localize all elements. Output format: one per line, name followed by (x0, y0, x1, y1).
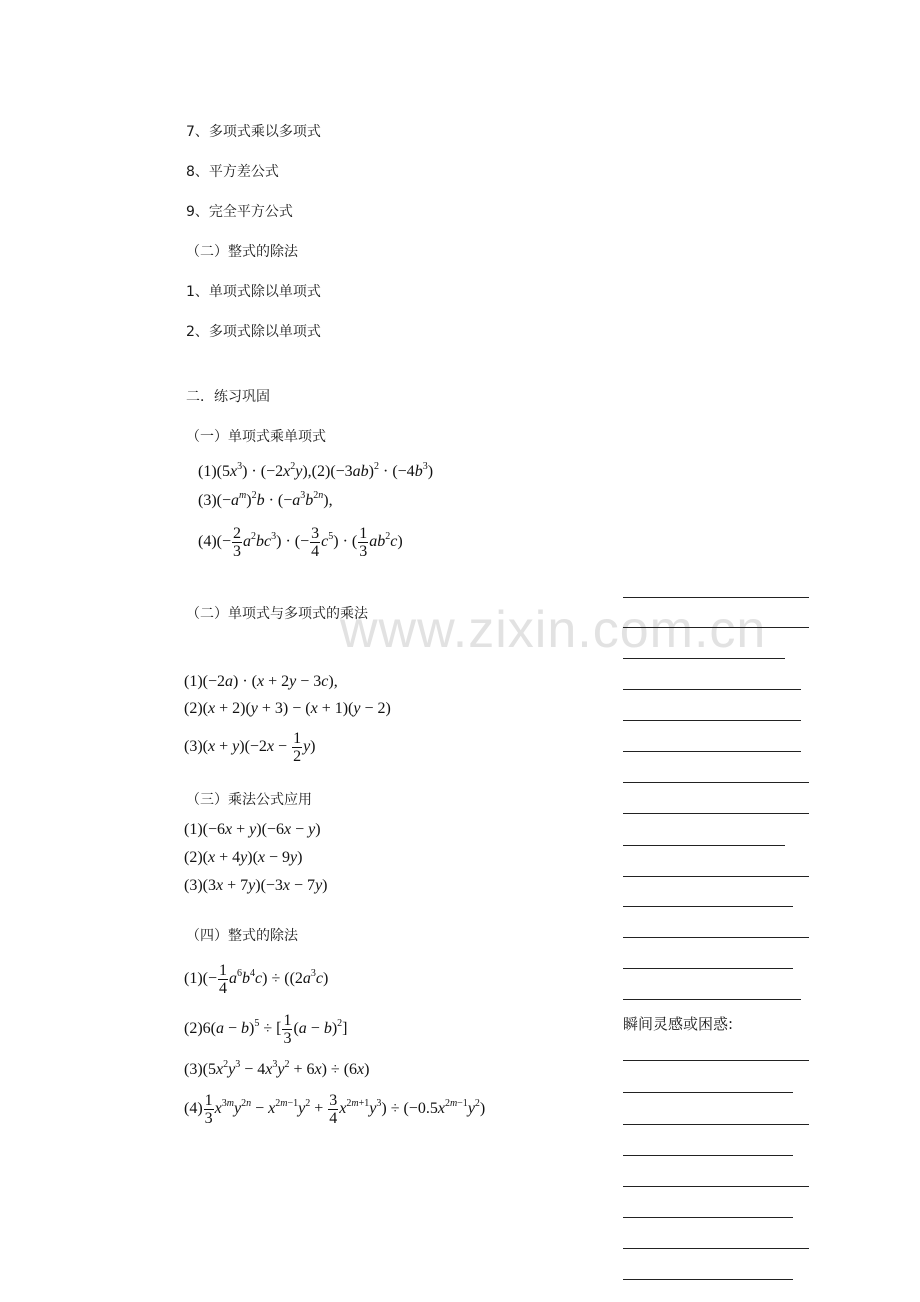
exercise-4-2: $(2)6(a - b)^5$ ÷ [ $\frac{1}{3}$ $(a - b)^2$] (184, 1012, 348, 1047)
exercise-1-3: $(3)(-a^m)^2b \cdot (-a^3b^{2n})$, (198, 490, 333, 509)
answer-line (623, 627, 809, 628)
answer-line (623, 751, 801, 752)
notes-label: 瞬间灵感或困惑: (623, 1015, 734, 1033)
answer-line (623, 845, 785, 846)
exercise-4-4: (4) $\frac{1}{3}$ $x^{3m}y^{2n} - x^{2m-1}y^2$ + $\frac{3}{4}$ $x^{2m+1}y^3) \div (-0.5x^{2m-1}y^2)$ (184, 1092, 486, 1127)
exercise-2-2: (2)(x + 2)(y + 3) − (x + 1)(y − 2) (184, 700, 391, 717)
outline-div-item-1: 1、单项式除以单项式 (186, 284, 321, 300)
practice-title: 二．练习巩固 (186, 389, 270, 405)
part2-heading: （二）单项式与多项式的乘法 (186, 606, 368, 622)
answer-line (623, 813, 809, 814)
exercise-3-3: (3)(3x + 7y)(−3x − 7y) (184, 877, 328, 894)
notes-line (623, 1060, 809, 1061)
answer-line (623, 906, 793, 907)
notes-line (623, 1186, 809, 1187)
exercise-2-1: (1)(−2a) · (x + 2y − 3c), (184, 673, 338, 690)
exercise-3-1: (1)(−6x + y)(−6x − y) (184, 821, 321, 838)
answer-line (623, 968, 793, 969)
outline-div-item-2: 2、多项式除以单项式 (186, 324, 321, 340)
outline-item-8: 8、平方差公式 (186, 164, 279, 180)
answer-line (623, 937, 809, 938)
notes-line (623, 1155, 793, 1156)
answer-line (623, 597, 809, 598)
outline-item-7: 7、多项式乘以多项式 (186, 124, 321, 140)
answer-line (623, 876, 809, 877)
exercise-4-3: $(3)(5x^2y^3 - 4x^3y^2 + 6x) \div (6x)$ (184, 1059, 370, 1078)
exercise-1-1: $(1)(5x^3) \cdot (-2x^2y),(2)(-3ab)^2 \cdot (-4b^3)$ (198, 461, 434, 480)
watermark: www.zixin.com.cn (340, 601, 767, 659)
answer-line (623, 720, 801, 721)
part1-heading: （一）单项式乘单项式 (186, 429, 326, 445)
answer-line (623, 782, 809, 783)
section-heading-division: （二）整式的除法 (186, 244, 298, 260)
exercise-1-4: (4)(− $\frac{2}{3}$ $a^2bc^3$) · (− $\frac{3}{4}$ $c^5$) · ( $\frac{1}{3}$ $ab^2c$) (198, 525, 403, 560)
answer-line (623, 689, 801, 690)
notes-line (623, 1248, 809, 1249)
notes-line (623, 1124, 809, 1125)
part3-heading: （三）乘法公式应用 (186, 792, 312, 808)
exercise-3-2: (2)(x + 4y)(x − 9y) (184, 849, 303, 866)
answer-line (623, 658, 785, 659)
answer-line (623, 999, 801, 1000)
outline-item-9: 9、完全平方公式 (186, 204, 293, 220)
exercise-2-3: (3)(x + y)(−2x − $\frac{1}{2}$ y) (184, 730, 316, 765)
notes-line (623, 1092, 793, 1093)
notes-line (623, 1279, 793, 1280)
part4-heading: （四）整式的除法 (186, 928, 298, 944)
exercise-4-1: (1)(− $\frac{1}{4}$ $a^6b^4c) \div ((2a^3c)$ (184, 962, 329, 997)
notes-line (623, 1217, 793, 1218)
